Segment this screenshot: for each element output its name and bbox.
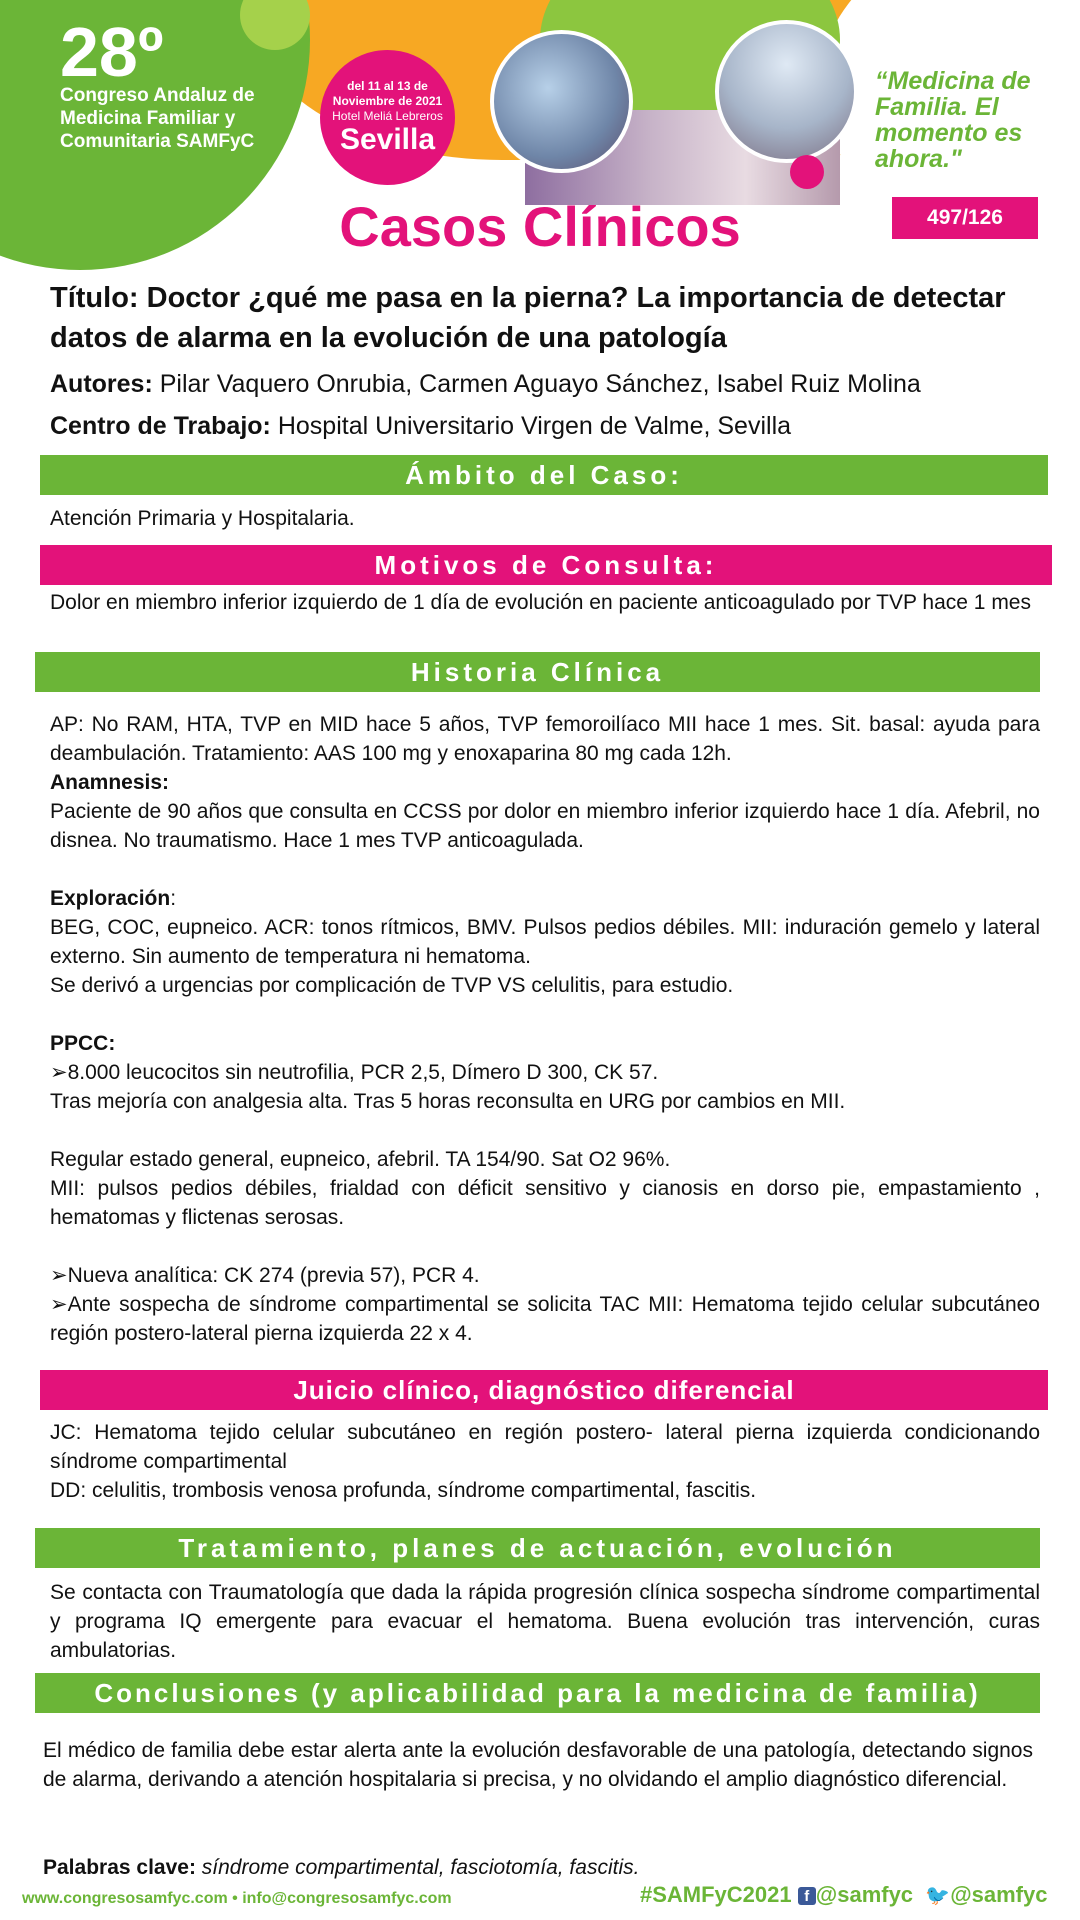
- historia-tac: ➢Ante sospecha de síndrome compartimental se solicita TAC MII: Hematoma tejido celular subcutáneo región postero-lateral pierna izquierda 22 x 4.: [50, 1293, 1040, 1345]
- header-magenta-dot: [790, 155, 824, 189]
- exploracion-label: Exploración: [50, 887, 171, 910]
- authors-label: Autores:: [50, 370, 153, 398]
- keywords-line: [43, 1853, 1033, 1882]
- authors-value: Pilar Vaquero Onrubia, Carmen Aguayo Sánchez, Isabel Ruiz Molina: [159, 370, 921, 398]
- section-text-ambito: Atención Primaria y Hospitalaria.: [50, 507, 355, 530]
- footer-contact[interactable]: www.congresosamfyc.com • info@congresosamfyc.com: [22, 1890, 452, 1907]
- section-heading-juicio: Juicio clínico, diagnóstico diferencial: [40, 1370, 1048, 1410]
- section-heading-historia: Historia Clínica: [35, 652, 1040, 692]
- footer-social: [640, 1882, 1047, 1908]
- event-hotel: Hotel Meliá Lebreros: [332, 109, 443, 123]
- section-text-tratamiento: Se contacta con Traumatología que dada la rápida progresión clínica sospecha síndrome compartimental y programa IQ emergente para evacuar el hematoma. Buena evolución tras intervención, curas ambulatorias.: [50, 1581, 1040, 1662]
- event-city: Sevilla: [339, 123, 436, 156]
- historia-ap: AP: No RAM, HTA, TVP en MID hace 5 años, TVP femoroilíaco MII hace 1 mes. Sit. basal: ayuda para deambulación. Tratamiento: AAS 100 mg y enoxaparina 80 mg cada 12h.: [50, 713, 1040, 765]
- center-line: [50, 410, 791, 442]
- center-label: Centro de Trabajo:: [50, 412, 271, 440]
- historia-regular-1: Regular estado general, eupneico, afebril. TA 154/90. Sat O2 96%.: [50, 1148, 671, 1171]
- congress-slogan: “Medicina de Familia. El momento es ahora.": [875, 67, 1031, 173]
- congress-number: 28º: [60, 13, 164, 91]
- historia-exploracion-2: Se derivó a urgencias por complicación de TVP VS celulitis, para estudio.: [50, 974, 734, 997]
- historia-anamnesis: Paciente de 90 años que consulta en CCSS por dolor en miembro inferior izquierdo hace 1 día. Afebril, no disnea. No traumatismo. Hace 1 mes TVP anticoagulada.: [50, 800, 1040, 852]
- facebook-icon: f: [798, 1887, 816, 1905]
- exploracion-colon: :: [170, 887, 177, 910]
- triana-bridge-photo: [715, 20, 858, 163]
- section-text-motivos: Dolor en miembro inferior izquierdo de 1 día de evolución en paciente anticoagulado por TVP hace 1 mes: [50, 591, 1031, 614]
- authors-line: [50, 368, 921, 400]
- giraldillo-photo: [490, 30, 633, 173]
- case-title: Título: Doctor ¿qué me pasa en la pierna? La importancia de detectar datos de alarma en la evolución de una patología: [50, 282, 1006, 354]
- historia-ppcc-2: Tras mejoría con analgesia alta. Tras 5 horas reconsulta en URG por cambios en MII.: [50, 1090, 846, 1113]
- section-text-juicio: [50, 1418, 1040, 1505]
- section-heading-motivos: Motivos de Consulta:: [40, 545, 1052, 585]
- section-text-historia: [50, 710, 1040, 1348]
- historia-exploracion-1: BEG, COC, eupneico. ACR: tonos rítmicos, BMV. Pulsos pedios débiles. MII: induración gemelo y lateral externo. Sin aumento de temperatura ni hematoma.: [50, 916, 1040, 968]
- historia-regular-2: MII: pulsos pedios débiles, frialdad con déficit sensitivo y cianosis en dorso pie, empastamiento , hematomas y flictenas serosas.: [50, 1177, 1040, 1229]
- event-dates: del 11 al 13 de Noviembre de 2021: [332, 79, 443, 108]
- anamnesis-label: Anamnesis:: [50, 771, 170, 794]
- facebook-handle[interactable]: @samfyc: [815, 1882, 914, 1907]
- historia-analitica: ➢Nueva analítica: CK 274 (previa 57), PCR 4.: [50, 1264, 480, 1287]
- ppcc-label: PPCC:: [50, 1032, 116, 1055]
- keywords-value: síndrome compartimental, fasciotomía, fascitis.: [201, 1856, 640, 1879]
- case-code-badge: 497/126: [892, 197, 1038, 239]
- congress-logo: [60, 13, 290, 153]
- section-heading-conclusiones: Conclusiones (y aplicabilidad para la medicina de familia): [35, 1673, 1040, 1713]
- section-heading-ambito: Ámbito del Caso:: [40, 455, 1048, 495]
- section-heading-tratamiento: Tratamiento, planes de actuación, evolución: [35, 1528, 1040, 1568]
- center-value: Hospital Universitario Virgen de Valme, Sevilla: [277, 412, 792, 440]
- section-text-conclusiones: El médico de familia debe estar alerta ante la evolución desfavorable de una patología, detectando signos de alarma, derivando a atención hospitalaria si precisa, y no olvidando el amplio diagnóstico diferencial.: [43, 1739, 1033, 1791]
- keywords-label: Palabras clave:: [43, 1856, 196, 1879]
- page-title: Casos Clínicos: [339, 195, 741, 258]
- juicio-jc: JC: Hematoma tejido celular subcutáneo en región postero- lateral pierna izquierda condicionando síndrome compartimental: [50, 1421, 1040, 1473]
- twitter-icon: 🐦: [925, 1885, 951, 1907]
- juicio-dd: DD: celulitis, trombosis venosa profunda, síndrome compartimental, fascitis.: [50, 1479, 757, 1502]
- congress-name: Congreso Andaluz de Medicina Familiar y Comunitaria SAMFyC: [60, 85, 255, 152]
- hashtag: #SAMFyC2021: [640, 1882, 792, 1907]
- twitter-handle[interactable]: @samfyc: [950, 1882, 1048, 1907]
- historia-ppcc-1: ➢8.000 leucocitos sin neutrofilia, PCR 2,5, Dímero D 300, CK 57.: [50, 1061, 659, 1084]
- event-date-badge: [320, 50, 455, 185]
